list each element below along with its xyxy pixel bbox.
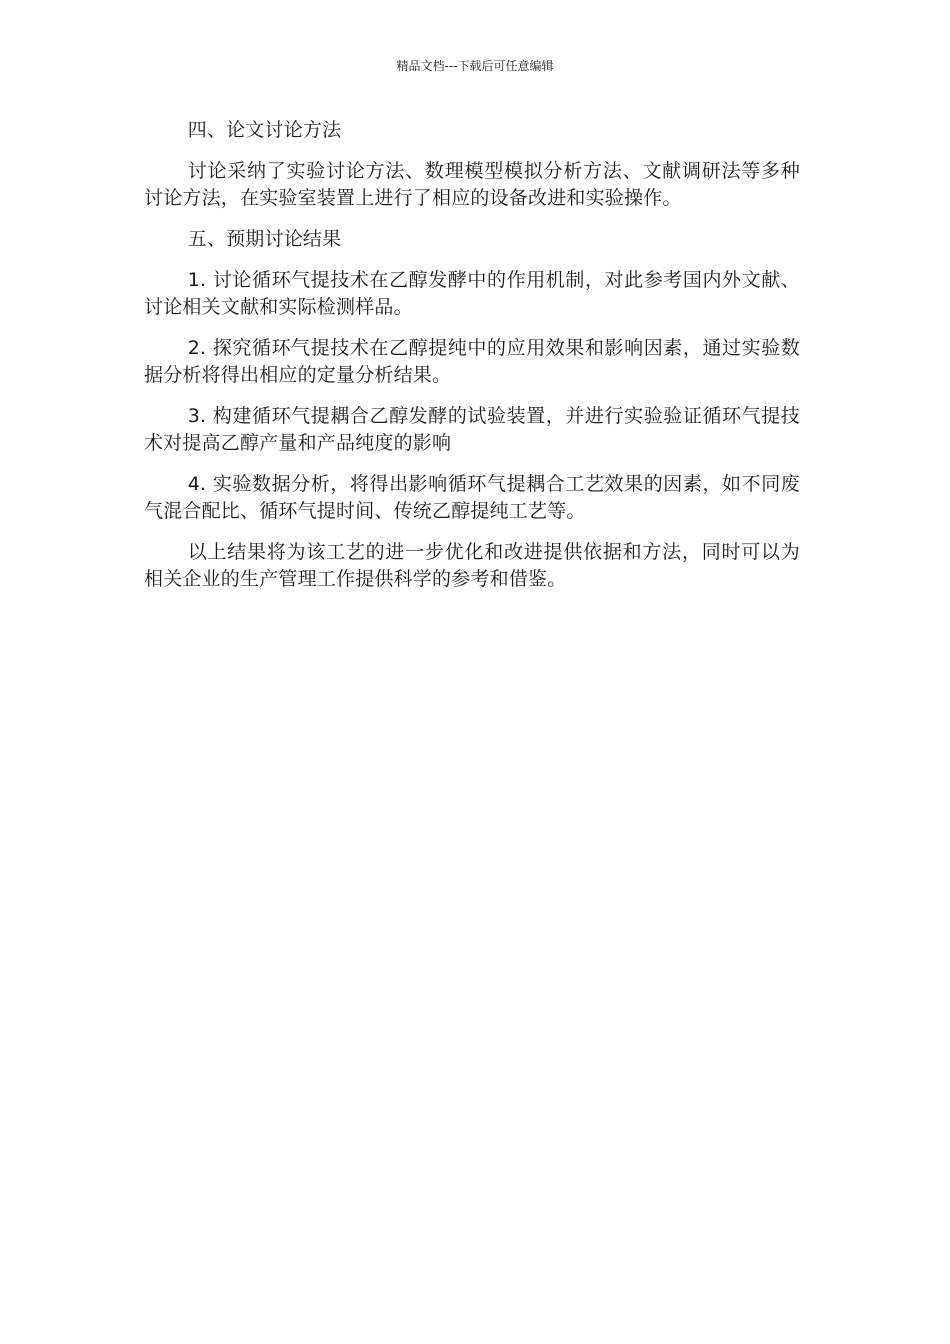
result-item-2: 2. 探究循环气提技术在乙醇提纯中的应用效果和影响因素，通过实验数据分析将得出相应的定量分析结果。 — [144, 337, 800, 386]
section-heading-expected-results: 五、预期讨论结果 — [187, 228, 342, 250]
methods-paragraph: 讨论采纳了实验讨论方法、数理模型模拟分析方法、文献调研法等多种讨论方法，在实验室装置上进行了相应的设备改进和实验操作。 — [144, 160, 800, 209]
result-item-1: 1. 讨论循环气提技术在乙醇发酵中的作用机制，对此参考国内外文献、讨论相关文献和实际检测样品。 — [144, 269, 800, 318]
result-item-4: 4. 实验数据分析，将得出影响循环气提耦合工艺效果的因素，如不同废气混合配比、循环气提时间、传统乙醇提纯工艺等。 — [144, 473, 800, 522]
result-item-3: 3. 构建循环气提耦合乙醇发酵的试验装置，并进行实验验证循环气提技术对提高乙醇产量和产品纯度的影响 — [144, 405, 800, 454]
section-heading-methods: 四、论文讨论方法 — [187, 119, 342, 141]
conclusion-paragraph: 以上结果将为该工艺的进一步优化和改进提供依据和方法，同时可以为相关企业的生产管理工作提供科学的参考和借鉴。 — [144, 541, 800, 590]
page-header: 精品文档---下载后可任意编辑 — [396, 59, 554, 73]
document-body — [144, 117, 800, 607]
